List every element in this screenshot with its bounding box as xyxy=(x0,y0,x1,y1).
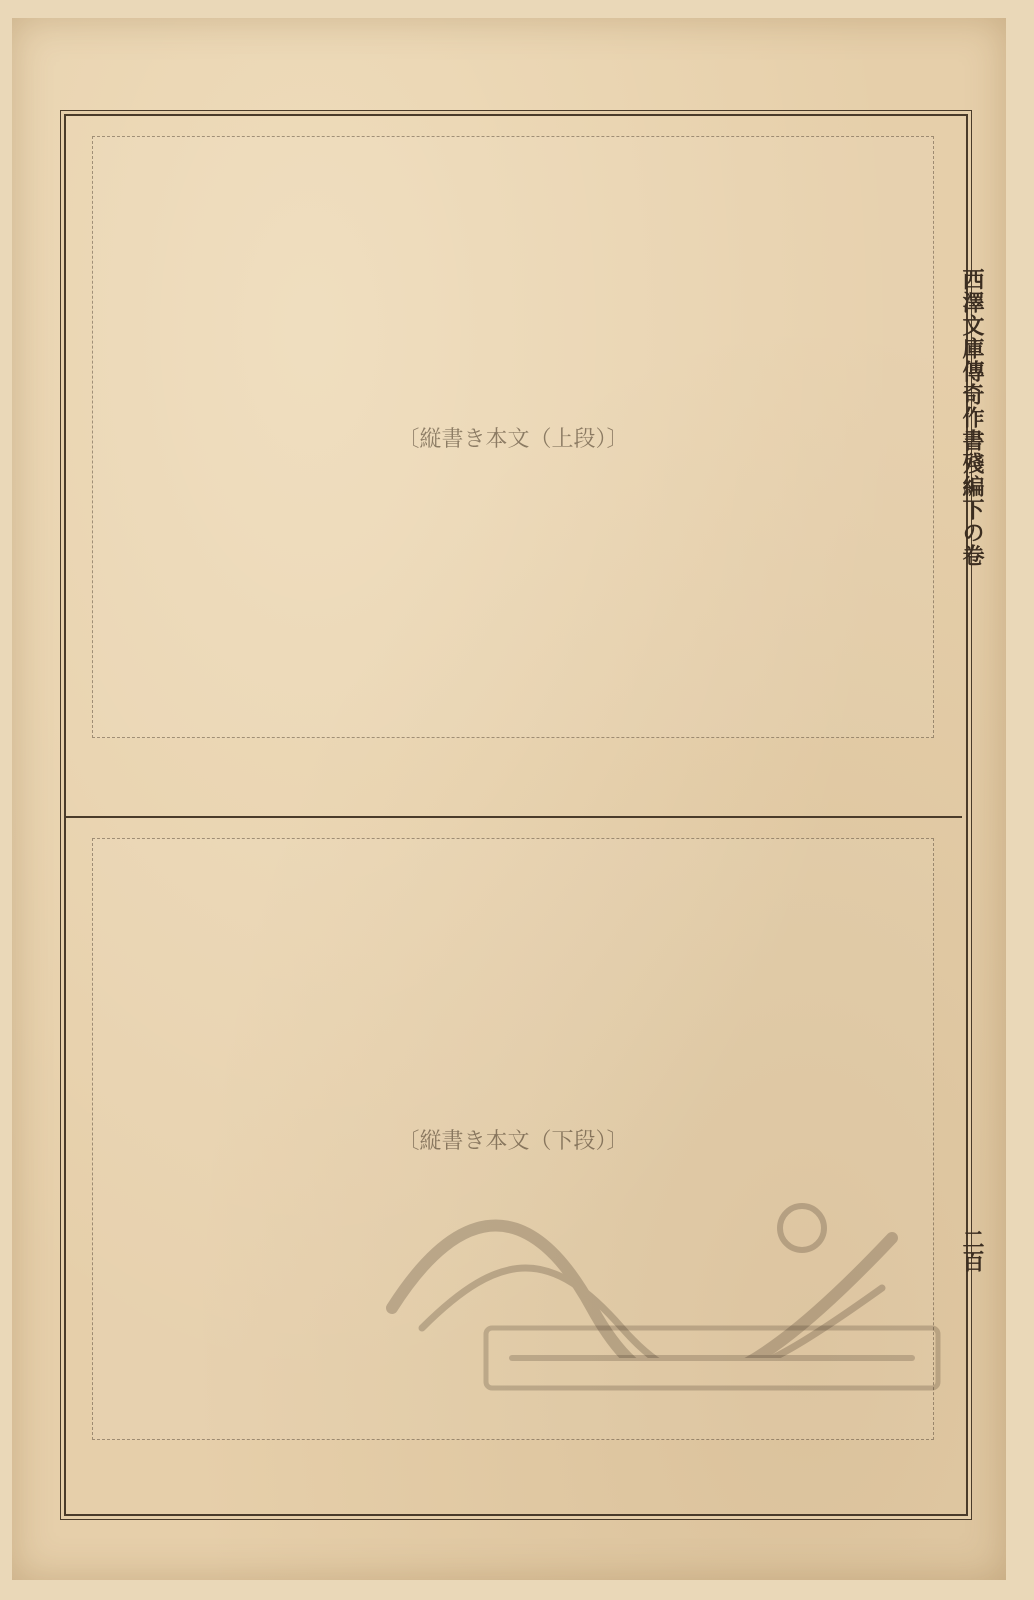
scanned-page xyxy=(12,18,1006,1580)
top-text-block xyxy=(92,136,934,738)
running-header: 西澤文庫傳奇作書殘編下の卷 xyxy=(959,268,985,567)
page-number: 二百 xyxy=(959,1228,985,1272)
top-text-placeholder: 〔縦書き本文（上段）〕 xyxy=(397,425,629,451)
middle-divider xyxy=(66,816,962,818)
bottom-text-block xyxy=(92,838,934,1440)
bottom-text-placeholder: 〔縦書き本文（下段）〕 xyxy=(397,1127,629,1153)
